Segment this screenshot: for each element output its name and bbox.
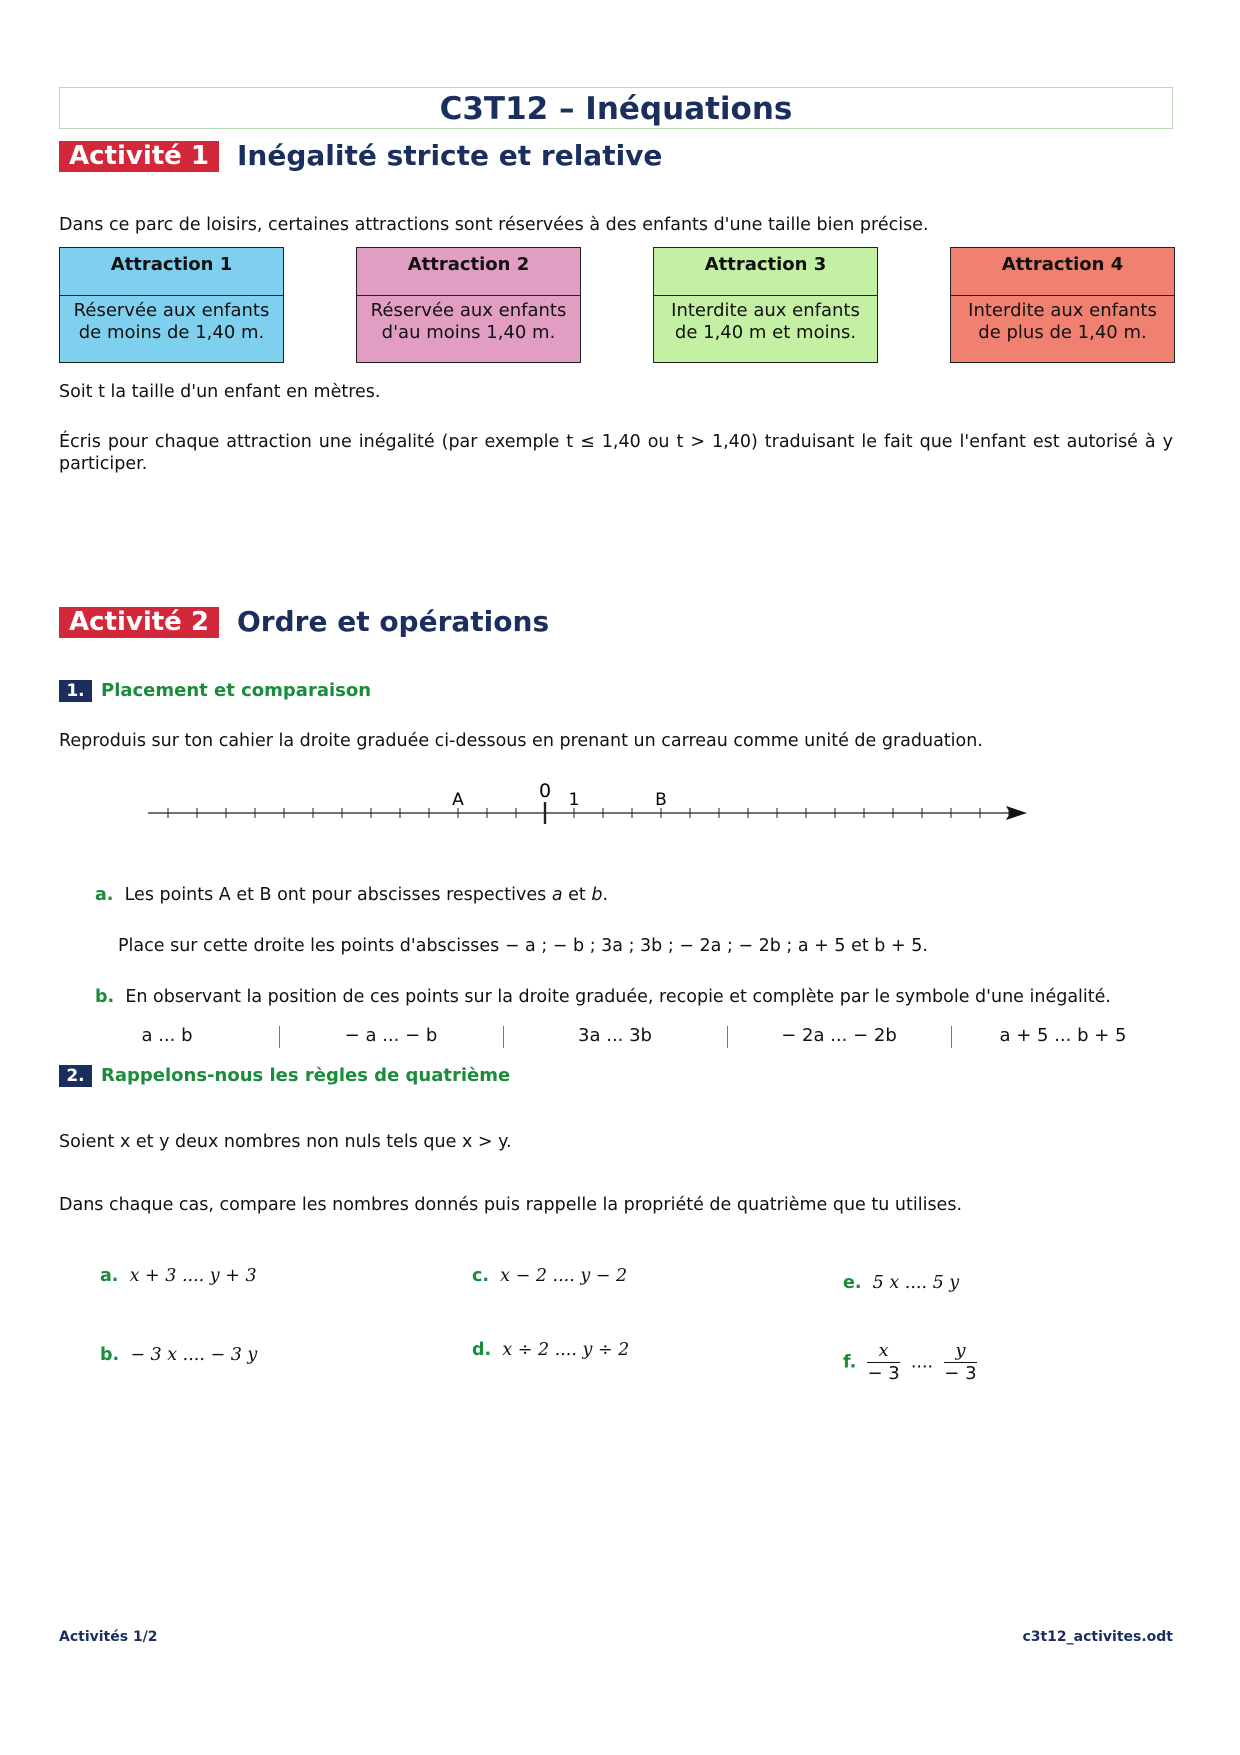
attraction-4-name: Attraction 4 xyxy=(951,248,1174,296)
attraction-1-line2: de moins de 1,40 m. xyxy=(78,322,265,343)
item-f-dots: .... xyxy=(910,1352,934,1373)
attraction-4-desc xyxy=(951,296,1174,344)
activity-2-badge: Activité 2 xyxy=(59,607,219,638)
item-a-expr: x + 3 .... y + 3 xyxy=(129,1266,257,1286)
item-c-expr: x − 2 .... y − 2 xyxy=(500,1266,628,1286)
fraction-x-denominator: − 3 xyxy=(867,1363,900,1384)
item-b xyxy=(100,1344,257,1366)
attraction-2-line1: Réservée aux enfants xyxy=(370,300,567,321)
activity-1-title: Inégalité stricte et relative xyxy=(237,139,663,172)
activity-1-badge: Activité 1 xyxy=(59,141,219,172)
attraction-1-name: Attraction 1 xyxy=(60,248,283,296)
question-a-var-a: a xyxy=(551,885,563,905)
section-2-instruction: Dans chaque cas, compare les nombres donnés puis rappelle la propriété de quatrième que tu utilises. xyxy=(59,1195,963,1215)
fraction-y xyxy=(944,1340,976,1385)
fraction-x xyxy=(867,1340,899,1385)
fraction-x-numerator: x xyxy=(867,1340,899,1363)
attraction-2-name: Attraction 2 xyxy=(357,248,580,296)
question-a-text-pre: Les points A et B ont pour abscisses respectives xyxy=(124,885,552,905)
attraction-2-box xyxy=(356,247,581,363)
page-title: C3T12 – Inéquations xyxy=(59,87,1173,129)
fraction-y-numerator: y xyxy=(944,1340,976,1363)
comparison-1: a ... b xyxy=(141,1025,193,1046)
item-c xyxy=(472,1265,627,1287)
question-a-text-end: . xyxy=(602,885,609,905)
section-1-number: 1. xyxy=(59,680,92,702)
comparison-3: 3a ... 3b xyxy=(578,1025,652,1046)
comparison-5: a + 5 ... b + 5 xyxy=(999,1025,1127,1046)
item-e xyxy=(843,1272,959,1294)
activity-2-title: Ordre et opérations xyxy=(237,605,550,638)
item-e-expr: 5 x .... 5 y xyxy=(872,1273,960,1293)
label-one: 1 xyxy=(568,790,580,810)
comparison-separator xyxy=(727,1026,728,1048)
comparison-separator xyxy=(503,1026,504,1048)
number-line xyxy=(140,770,1040,840)
comparison-2: − a ... − b xyxy=(344,1025,438,1046)
comparison-separator xyxy=(279,1026,280,1048)
item-d-expr: x ÷ 2 .... y ÷ 2 xyxy=(502,1340,630,1360)
point-a-label: A xyxy=(452,790,464,810)
question-a-label: a. xyxy=(95,885,114,905)
item-c-label: c. xyxy=(472,1266,490,1286)
footer-right: c3t12_activites.odt xyxy=(1022,1629,1173,1645)
attraction-4-box xyxy=(950,247,1175,363)
item-d xyxy=(472,1339,629,1361)
label-zero: 0 xyxy=(538,780,552,802)
section-2-title: Rappelons-nous les règles de quatrième xyxy=(101,1065,511,1086)
place-points-instruction: Place sur cette droite les points d'abscisses − a ; − b ; 3a ; 3b ; − 2a ; − 2b ; a + 5 et b + 5. xyxy=(118,936,928,956)
question-a-line xyxy=(95,884,608,906)
attraction-1-line1: Réservée aux enfants xyxy=(73,300,270,321)
item-d-label: d. xyxy=(472,1340,492,1360)
comparison-4: − 2a ... − 2b xyxy=(781,1025,897,1046)
section-2-number: 2. xyxy=(59,1065,92,1087)
point-b-label: B xyxy=(655,790,667,810)
item-b-label: b. xyxy=(100,1345,120,1365)
item-b-expr: − 3 x .... − 3 y xyxy=(130,1345,258,1365)
attraction-3-name: Attraction 3 xyxy=(654,248,877,296)
attraction-3-line1: Interdite aux enfants xyxy=(671,300,860,321)
attraction-2-desc xyxy=(357,296,580,344)
attraction-2-line2: d'au moins 1,40 m. xyxy=(381,322,556,343)
item-a-label: a. xyxy=(100,1266,119,1286)
activity-1-instruction: Écris pour chaque attraction une inégalité (par exemple t ≤ 1,40 ou t > 1,40) traduisant le fait que l'enfant est autorisé à y participer. xyxy=(59,432,1173,474)
attraction-3-line2: de 1,40 m et moins. xyxy=(674,322,857,343)
attraction-3-desc xyxy=(654,296,877,344)
attraction-4-line1: Interdite aux enfants xyxy=(968,300,1157,321)
question-b-text: En observant la position de ces points sur la droite graduée, recopie et complète par le symbole d'une inégalité. xyxy=(125,987,1111,1007)
fraction-y-denominator: − 3 xyxy=(944,1363,977,1384)
item-a xyxy=(100,1265,257,1287)
attraction-1-desc xyxy=(60,296,283,344)
question-a-var-b: b xyxy=(591,885,603,905)
soient-statement: Soient x et y deux nombres non nuls tels que x > y. xyxy=(59,1132,512,1152)
attraction-1-box xyxy=(59,247,284,363)
attraction-3-box xyxy=(653,247,878,363)
question-b-label: b. xyxy=(95,987,115,1007)
section-1-title: Placement et comparaison xyxy=(101,680,372,701)
comparison-separator xyxy=(951,1026,952,1048)
item-e-label: e. xyxy=(843,1273,862,1293)
item-f-label: f. xyxy=(843,1352,857,1373)
footer-left: Activités 1/2 xyxy=(59,1629,158,1645)
definition-t: Soit t la taille d'un enfant en mètres. xyxy=(59,382,381,402)
attraction-4-line2: de plus de 1,40 m. xyxy=(978,322,1147,343)
activity-1-intro: Dans ce parc de loisirs, certaines attractions sont réservées à des enfants d'une taille bien précise. xyxy=(59,215,929,235)
question-b-line xyxy=(95,986,1111,1008)
item-f xyxy=(843,1340,977,1385)
section-1-instruction: Reproduis sur ton cahier la droite graduée ci-dessous en prenant un carreau comme unité de graduation. xyxy=(59,731,983,751)
question-a-text-mid: et xyxy=(562,885,592,905)
